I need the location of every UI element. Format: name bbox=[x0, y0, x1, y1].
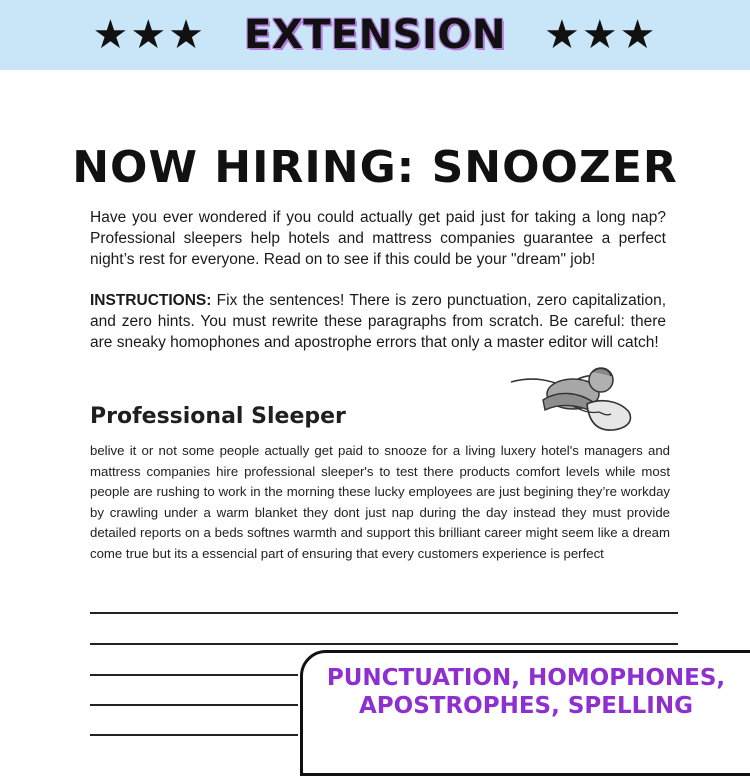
writing-line[interactable] bbox=[90, 704, 298, 706]
story-paragraph: belive it or not some people actually get paid to snooze for a living luxery hotel's managers and mattress companies hire professional sleeper's to test there products comfort levels while most people are rushing to work in the morning these lucky employees are just begining they’re workday by crawling under a warm blanket they dont just nap during the day instead they must provide detailed reports on a beds softnes warmth and support this brilliant career might seem like a dream come true but its a essencial part of ensuring that every customers experience is perfect bbox=[90, 443, 670, 561]
stars-right-icon: ★★★ bbox=[543, 13, 658, 57]
writing-line[interactable] bbox=[90, 643, 678, 645]
section-heading: Professional Sleeper bbox=[90, 404, 346, 429]
instructions-text: Fix the sentences! There is zero punctuation, zero capitalization, and zero hints. You must rewrite these paragraphs from scratch. Be careful: there are sneaky homophones and apostrophe errors that only a master editor will catch! bbox=[90, 292, 666, 351]
banner-title: EXTENSION bbox=[244, 12, 506, 58]
sleeping-person-icon bbox=[503, 360, 638, 432]
page-title: NOW HIRING: SNOOZER bbox=[72, 142, 678, 193]
skills-callout-text bbox=[300, 664, 750, 720]
instructions-label: INSTRUCTIONS: bbox=[90, 292, 212, 309]
instructions-paragraph bbox=[90, 290, 666, 353]
stars-left-icon: ★★★ bbox=[92, 13, 207, 57]
writing-line[interactable] bbox=[90, 734, 298, 736]
banner-content bbox=[92, 12, 657, 58]
callout-line-1: PUNCTUATION, HOMOPHONES, bbox=[326, 665, 726, 691]
writing-line[interactable] bbox=[90, 674, 298, 676]
header-banner bbox=[0, 0, 750, 70]
callout-line-2: APOSTROPHES, SPELLING bbox=[359, 693, 693, 719]
intro-paragraph: Have you ever wondered if you could actually get paid just for taking a long nap? Professional sleepers help hotels and mattress companies guarantee a perfect night’s rest for everyone. Read on to see if this could be your "dream" job! bbox=[90, 209, 666, 268]
writing-line[interactable] bbox=[90, 612, 678, 614]
